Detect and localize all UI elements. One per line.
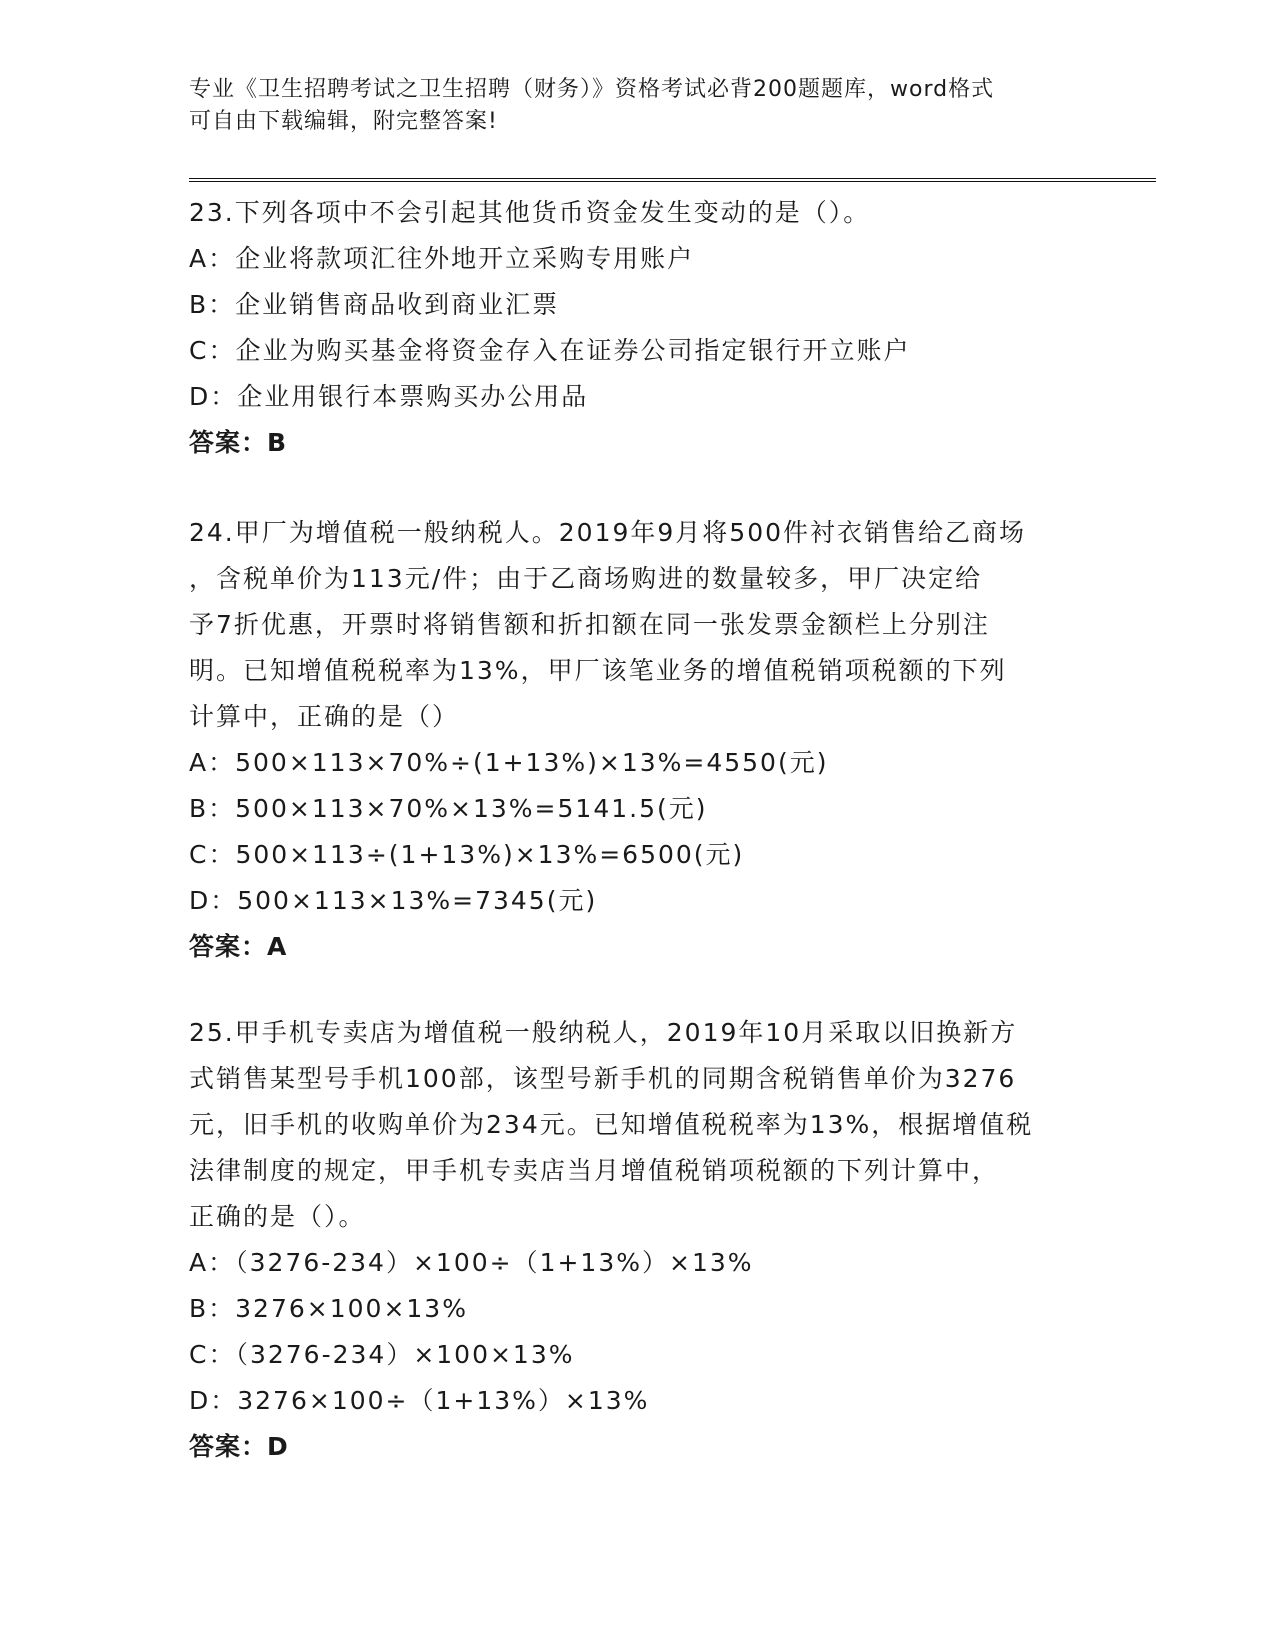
option-d: D：企业用银行本票购买办公用品 xyxy=(189,382,589,411)
option-c: C：（3276-234）×100×13% xyxy=(189,1340,575,1369)
question-stem-line: 法律制度的规定，甲手机专卖店当月增值税销项税额的下列计算中， xyxy=(189,1156,1000,1185)
header-divider xyxy=(189,178,1156,182)
question-stem-line: ，含税单价为113元/件；由于乙商场购进的数量较多，甲厂决定给 xyxy=(189,564,983,593)
question-stem-line: 式销售某型号手机100部，该型号新手机的同期含税销售单价为3276 xyxy=(189,1064,1017,1093)
option-a: A：500×113×70%÷(1+13%)×13%=4550(元) xyxy=(189,748,829,777)
question-stem-line: 24.甲厂为增值税一般纳税人。2019年9月将500件衬衣销售给乙商场 xyxy=(189,518,1027,547)
header-title-line-1: 专业《卫生招聘考试之卫生招聘（财务）》资格考试必背200题题库，word格式 xyxy=(189,77,995,102)
option-d: D：500×113×13%=7345(元) xyxy=(189,886,598,915)
question-stem-line: 计算中，正确的是（） xyxy=(189,702,460,731)
option-b: B：企业销售商品收到商业汇票 xyxy=(189,290,560,319)
question-stem-line: 正确的是（）。 xyxy=(189,1202,366,1231)
option-c: C：企业为购买基金将资金存入在证券公司指定银行开立账户 xyxy=(189,336,911,365)
option-d: D：3276×100÷（1+13%）×13% xyxy=(189,1386,650,1415)
question-23 xyxy=(189,190,1089,466)
question-stem-line: 元，旧手机的收购单价为234元。已知增值税税率为13%，根据增值税 xyxy=(189,1110,1034,1139)
question-stem-line: 予7折优惠，开票时将销售额和折扣额在同一张发票金额栏上分别注 xyxy=(189,610,990,639)
option-a: A：企业将款项汇往外地开立采购专用账户 xyxy=(189,244,695,273)
answer-label: 答案：A xyxy=(189,932,288,961)
question-stem-line: 25.甲手机专卖店为增值税一般纳税人，2019年10月采取以旧换新方 xyxy=(189,1018,1018,1047)
option-a: A：（3276-234）×100÷（1+13%）×13% xyxy=(189,1248,754,1277)
option-b: B：3276×100×13% xyxy=(189,1294,468,1323)
header-title-line-2: 可自由下载编辑，附完整答案! xyxy=(189,109,498,134)
document-header xyxy=(189,74,1069,138)
answer-label: 答案：D xyxy=(189,1432,289,1461)
option-b: B：500×113×70%×13%=5141.5(元) xyxy=(189,794,708,823)
question-stem-line: 23.下列各项中不会引起其他货币资金发生变动的是（）。 xyxy=(189,198,871,227)
question-25 xyxy=(189,1010,1089,1470)
option-c: C：500×113÷(1+13%)×13%=6500(元) xyxy=(189,840,745,869)
question-stem-line: 明。已知增值税税率为13%，甲厂该笔业务的增值税销项税额的下列 xyxy=(189,656,1007,685)
question-24 xyxy=(189,510,1089,970)
answer-label: 答案：B xyxy=(189,428,288,457)
